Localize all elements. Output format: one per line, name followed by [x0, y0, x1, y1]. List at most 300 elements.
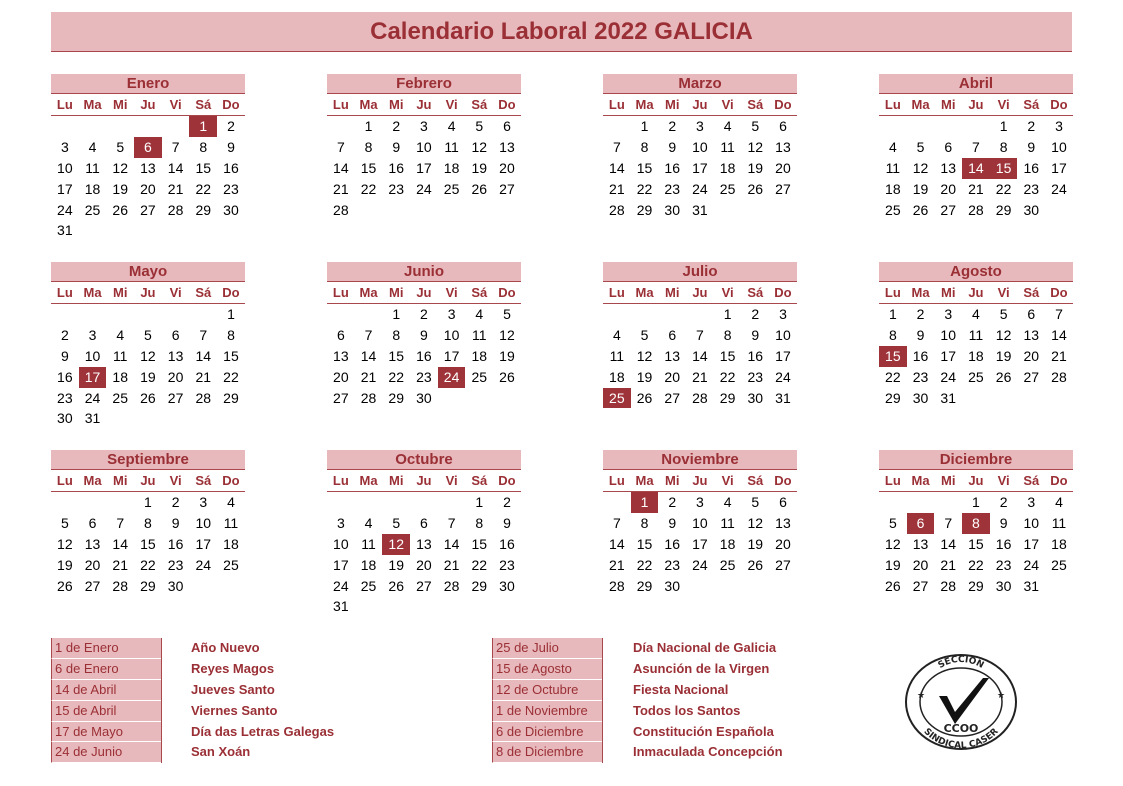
- day: 9: [227, 138, 235, 155]
- day: 2: [420, 306, 428, 322]
- weekday-label: Mi: [940, 473, 956, 488]
- empty-cell: [879, 116, 907, 137]
- day: 30: [912, 389, 929, 406]
- weekday-label: Do: [222, 97, 240, 112]
- day: 9: [668, 138, 677, 155]
- weekday-label: Vi: [997, 285, 1010, 300]
- day: 31: [333, 598, 349, 615]
- day: 27: [775, 180, 791, 197]
- month-8: [51, 450, 245, 596]
- day: 7: [364, 326, 373, 343]
- day: 6: [779, 494, 787, 510]
- day: 28: [333, 201, 349, 218]
- day: 19: [912, 180, 929, 197]
- weekday-label: Sá: [195, 285, 212, 300]
- day: 16: [499, 535, 515, 552]
- empty-cell: [162, 304, 190, 325]
- weekday-label: Do: [498, 97, 516, 112]
- day: 15: [636, 159, 653, 176]
- day: 31: [692, 201, 708, 218]
- day: 9: [420, 326, 428, 343]
- weekday-label: Lu: [608, 473, 625, 488]
- day: 9: [171, 514, 180, 531]
- day: 7: [696, 326, 704, 343]
- day: 9: [60, 347, 69, 364]
- day-grid: [327, 492, 521, 617]
- weekday-label: Ju: [692, 473, 708, 488]
- day: 11: [472, 326, 487, 343]
- weekday-label: Ju: [692, 285, 708, 300]
- day: 6: [668, 326, 677, 343]
- weekday-label: Sá: [1023, 97, 1040, 112]
- holiday-date: 17 de Mayo: [51, 722, 161, 743]
- empty-cell: [327, 116, 355, 137]
- day: 21: [195, 368, 212, 385]
- day: 31: [84, 410, 101, 427]
- empty-cell: [106, 116, 134, 137]
- day: 22: [195, 180, 212, 197]
- day: 10: [443, 326, 460, 343]
- weekday-label: Do: [774, 285, 792, 300]
- holiday-name: Fiesta Nacional: [633, 681, 729, 697]
- weekday-label: Mi: [388, 285, 404, 300]
- day: 19: [747, 159, 764, 176]
- day: 17: [775, 347, 791, 364]
- day: 5: [888, 514, 897, 531]
- day: 5: [751, 494, 760, 510]
- day: 20: [140, 180, 156, 197]
- weekday-header: [879, 94, 1073, 116]
- day-grid: [603, 492, 797, 596]
- day: 4: [723, 118, 732, 134]
- day: 17: [940, 347, 956, 364]
- day: 10: [333, 535, 349, 552]
- day: 21: [112, 556, 128, 573]
- day: 11: [609, 347, 625, 364]
- day: 23: [57, 389, 73, 406]
- page-title: Calendario Laboral 2022 GALICIA: [51, 12, 1072, 52]
- holiday-day: 14: [962, 158, 990, 179]
- day: 1: [723, 306, 732, 322]
- day: 6: [171, 326, 180, 343]
- day: 7: [944, 514, 953, 531]
- weekday-label: Vi: [445, 285, 458, 300]
- holiday-date: 15 de Agosto: [492, 659, 602, 680]
- month-1: [327, 74, 521, 220]
- weekday-label: Ju: [140, 473, 156, 488]
- day: 19: [388, 556, 404, 573]
- holiday-date: 12 de Octubre: [492, 680, 602, 701]
- day: 5: [999, 306, 1008, 322]
- holiday-names-left: [191, 638, 334, 763]
- day: 27: [167, 389, 184, 406]
- holiday-day: 8: [962, 513, 990, 534]
- empty-cell: [79, 304, 107, 325]
- day: 23: [167, 556, 184, 573]
- weekday-label: Lu: [332, 97, 349, 112]
- day: 22: [968, 556, 984, 573]
- day: 25: [719, 180, 736, 197]
- empty-cell: [51, 116, 79, 137]
- day: 29: [636, 577, 653, 594]
- sindical-stamp-logo: [903, 652, 1019, 752]
- holiday-date: 1 de Noviembre: [492, 701, 602, 722]
- day: 14: [167, 159, 184, 176]
- empty-cell: [355, 304, 383, 325]
- weekday-label: Lu: [884, 473, 901, 488]
- day: 27: [775, 556, 791, 573]
- day: 3: [420, 118, 428, 134]
- day: 3: [447, 306, 456, 322]
- holiday-date: 6 de Enero: [51, 659, 161, 680]
- day: 21: [609, 556, 625, 573]
- day: 16: [1023, 159, 1040, 176]
- day: 26: [995, 368, 1012, 385]
- weekday-label: Mi: [940, 97, 956, 112]
- month-3: [879, 74, 1073, 220]
- day: 30: [57, 410, 73, 427]
- weekday-label: Ju: [416, 97, 432, 112]
- day: 26: [885, 577, 901, 594]
- day: 28: [968, 201, 984, 218]
- day: 19: [57, 556, 73, 573]
- day: 22: [636, 556, 653, 573]
- day: 25: [719, 556, 736, 573]
- day: 8: [888, 326, 897, 343]
- month-title: Abril: [879, 74, 1073, 94]
- day: 27: [940, 201, 956, 218]
- weekday-label: Mi: [112, 473, 128, 488]
- day: 25: [223, 556, 239, 573]
- day: 3: [1055, 118, 1063, 134]
- month-title: Diciembre: [879, 450, 1073, 470]
- day: 12: [57, 535, 73, 552]
- day: 31: [57, 222, 73, 239]
- empty-cell: [962, 116, 990, 137]
- day: 3: [199, 494, 208, 510]
- day: 28: [167, 201, 184, 218]
- day: 3: [336, 514, 345, 531]
- day: 22: [719, 368, 736, 385]
- weekday-label: Ma: [359, 473, 378, 488]
- weekday-label: Ju: [416, 285, 432, 300]
- weekday-label: Vi: [169, 473, 182, 488]
- holiday-date: 14 de Abril: [51, 680, 161, 701]
- weekday-label: Do: [222, 473, 240, 488]
- weekday-label: Vi: [997, 473, 1010, 488]
- day: 31: [1023, 577, 1040, 594]
- weekday-label: Vi: [721, 97, 734, 112]
- day: 25: [360, 577, 377, 594]
- day: 17: [416, 159, 432, 176]
- day: 6: [944, 138, 953, 155]
- day: 18: [360, 556, 377, 573]
- day: 17: [333, 556, 349, 573]
- day: 23: [1023, 180, 1040, 197]
- weekday-label: Do: [774, 97, 792, 112]
- empty-cell: [162, 116, 190, 137]
- day: 8: [144, 514, 152, 531]
- holiday-day: 25: [603, 388, 631, 409]
- day: 16: [223, 159, 239, 176]
- day: 23: [388, 180, 404, 197]
- svg-text:SINDICAL CASER: SINDICAL CASER: [921, 726, 1001, 752]
- day: 23: [747, 368, 764, 385]
- weekday-label: Do: [498, 285, 516, 300]
- day: 25: [968, 368, 984, 385]
- holiday-name: Constitución Española: [633, 723, 774, 739]
- weekday-label: Do: [498, 473, 516, 488]
- day: 27: [84, 577, 101, 594]
- day: 28: [609, 577, 625, 594]
- day: 19: [471, 159, 488, 176]
- day: 29: [223, 389, 239, 406]
- holiday-date: 8 de Diciembre: [492, 742, 602, 763]
- day: 17: [195, 535, 212, 552]
- day: 22: [388, 368, 404, 385]
- svg-text:★: ★: [917, 690, 926, 700]
- day: 21: [609, 180, 625, 197]
- holiday-name: Inmaculada Concepción: [633, 744, 783, 760]
- day: 28: [195, 389, 212, 406]
- holiday-day: 12: [382, 534, 410, 555]
- day: 28: [609, 201, 625, 218]
- day: 12: [140, 347, 156, 364]
- day: 28: [443, 577, 460, 594]
- day: 21: [333, 180, 349, 197]
- weekday-label: Lu: [884, 285, 901, 300]
- day: 27: [140, 201, 156, 218]
- day: 6: [1027, 306, 1036, 322]
- day: 4: [723, 494, 732, 510]
- day: 1: [227, 306, 235, 322]
- day: 8: [227, 326, 235, 343]
- weekday-label: Mi: [664, 473, 680, 488]
- day: 17: [57, 180, 73, 197]
- day: 8: [999, 138, 1008, 155]
- day: 19: [885, 556, 901, 573]
- day: 29: [195, 201, 212, 218]
- day: 8: [364, 138, 373, 155]
- empty-cell: [382, 492, 410, 513]
- weekday-label: Ma: [635, 473, 654, 488]
- holiday-names-right: [633, 638, 783, 763]
- empty-cell: [327, 492, 355, 513]
- empty-cell: [907, 492, 935, 513]
- day: 4: [612, 326, 621, 343]
- day: 23: [912, 368, 929, 385]
- day: 22: [140, 556, 156, 573]
- empty-cell: [410, 492, 438, 513]
- month-title: Mayo: [51, 262, 245, 282]
- day: 28: [112, 577, 128, 594]
- day: 12: [636, 347, 653, 364]
- day: 13: [499, 138, 515, 155]
- day: 10: [195, 514, 212, 531]
- holiday-dates-left: [51, 638, 162, 763]
- day: 24: [692, 556, 708, 573]
- day: 23: [664, 556, 680, 573]
- month-title: Octubre: [327, 450, 521, 470]
- empty-cell: [879, 492, 907, 513]
- day: 22: [636, 180, 653, 197]
- day: 21: [360, 368, 377, 385]
- day-grid: [879, 116, 1073, 220]
- day: 21: [692, 368, 708, 385]
- day: 13: [775, 138, 791, 155]
- month-5: [327, 262, 521, 408]
- day: 24: [57, 201, 73, 218]
- weekday-label: Vi: [445, 97, 458, 112]
- day: 29: [636, 201, 653, 218]
- day: 9: [1027, 138, 1036, 155]
- day: 25: [84, 201, 101, 218]
- holiday-day: 15: [879, 346, 907, 367]
- day: 14: [112, 535, 128, 552]
- weekday-label: Do: [1050, 285, 1068, 300]
- weekday-label: Ju: [692, 97, 708, 112]
- day: 29: [719, 389, 736, 406]
- month-0: [51, 74, 245, 241]
- day: 13: [664, 347, 680, 364]
- day: 4: [1055, 494, 1063, 510]
- day: 8: [723, 326, 732, 343]
- day: 7: [336, 138, 345, 155]
- day: 6: [779, 118, 787, 134]
- day: 19: [636, 368, 653, 385]
- day: 24: [775, 368, 791, 385]
- day: 11: [720, 514, 735, 531]
- day: 3: [696, 118, 704, 134]
- day: 1: [999, 118, 1008, 134]
- month-11: [879, 450, 1073, 596]
- month-2: [603, 74, 797, 220]
- weekday-label: Sá: [747, 285, 764, 300]
- day: 25: [471, 368, 488, 385]
- weekday-label: Sá: [195, 97, 212, 112]
- day: 15: [360, 159, 377, 176]
- empty-cell: [631, 304, 659, 325]
- day: 20: [940, 180, 956, 197]
- day: 16: [416, 347, 432, 364]
- day: 27: [499, 180, 515, 197]
- day: 26: [747, 180, 764, 197]
- day: 15: [471, 535, 488, 552]
- day: 10: [57, 159, 73, 176]
- day: 23: [995, 556, 1012, 573]
- day: 12: [885, 535, 901, 552]
- holiday-day: 15: [990, 158, 1018, 179]
- day: 11: [720, 138, 735, 155]
- day: 11: [968, 326, 984, 343]
- day: 5: [60, 514, 69, 531]
- day: 24: [416, 180, 432, 197]
- day: 13: [333, 347, 349, 364]
- day: 6: [503, 118, 511, 134]
- day: 29: [885, 389, 901, 406]
- day-grid: [51, 304, 245, 429]
- day: 6: [336, 326, 345, 343]
- day-grid: [51, 116, 245, 241]
- day: 10: [692, 514, 708, 531]
- day: 2: [1027, 118, 1036, 134]
- month-title: Febrero: [327, 74, 521, 94]
- day: 27: [912, 577, 929, 594]
- empty-cell: [438, 492, 466, 513]
- day: 18: [471, 347, 488, 364]
- day: 20: [167, 368, 184, 385]
- day: 3: [88, 326, 97, 343]
- day: 23: [223, 180, 239, 197]
- empty-cell: [106, 304, 134, 325]
- day: 27: [416, 577, 432, 594]
- day: 5: [503, 306, 511, 322]
- weekday-label: Sá: [195, 473, 212, 488]
- day: 18: [223, 535, 239, 552]
- day-grid: [879, 304, 1073, 408]
- holiday-date: 1 de Enero: [51, 638, 161, 659]
- empty-cell: [51, 304, 79, 325]
- day: 14: [609, 159, 625, 176]
- day: 28: [692, 389, 708, 406]
- day: 18: [112, 368, 128, 385]
- day: 7: [612, 138, 621, 155]
- day: 1: [392, 306, 401, 322]
- day: 30: [995, 577, 1012, 594]
- day: 14: [333, 159, 349, 176]
- weekday-label: Ju: [968, 97, 984, 112]
- day: 5: [392, 514, 401, 531]
- empty-cell: [106, 492, 134, 513]
- day: 12: [912, 159, 929, 176]
- empty-cell: [355, 492, 383, 513]
- weekday-label: Ma: [359, 285, 378, 300]
- day-grid: [603, 116, 797, 220]
- weekday-label: Sá: [747, 97, 764, 112]
- day: 18: [968, 347, 984, 364]
- holiday-name: Día das Letras Galegas: [191, 723, 335, 739]
- empty-cell: [603, 492, 631, 513]
- day: 2: [668, 494, 677, 510]
- weekday-header: [603, 282, 797, 304]
- weekday-label: Vi: [997, 97, 1010, 112]
- weekday-label: Mi: [388, 473, 404, 488]
- day: 11: [1051, 514, 1067, 531]
- day: 5: [475, 118, 484, 134]
- day: 21: [443, 556, 460, 573]
- day: 8: [392, 326, 401, 343]
- svg-text:CCOO: CCOO: [943, 722, 979, 735]
- holiday-day: 17: [79, 367, 107, 388]
- day: 6: [88, 514, 97, 531]
- weekday-label: Sá: [471, 285, 488, 300]
- day: 20: [333, 368, 349, 385]
- holiday-name: Reyes Magos: [191, 660, 275, 676]
- day: 4: [364, 514, 373, 531]
- day: 22: [885, 368, 901, 385]
- empty-cell: [51, 492, 79, 513]
- empty-cell: [686, 304, 714, 325]
- weekday-label: Vi: [721, 285, 734, 300]
- day: 25: [443, 180, 460, 197]
- weekday-label: Ju: [968, 473, 984, 488]
- day: 21: [940, 556, 956, 573]
- empty-cell: [603, 304, 631, 325]
- day: 16: [747, 347, 764, 364]
- day: 29: [140, 577, 156, 594]
- day: 20: [664, 368, 680, 385]
- day: 3: [1027, 494, 1036, 510]
